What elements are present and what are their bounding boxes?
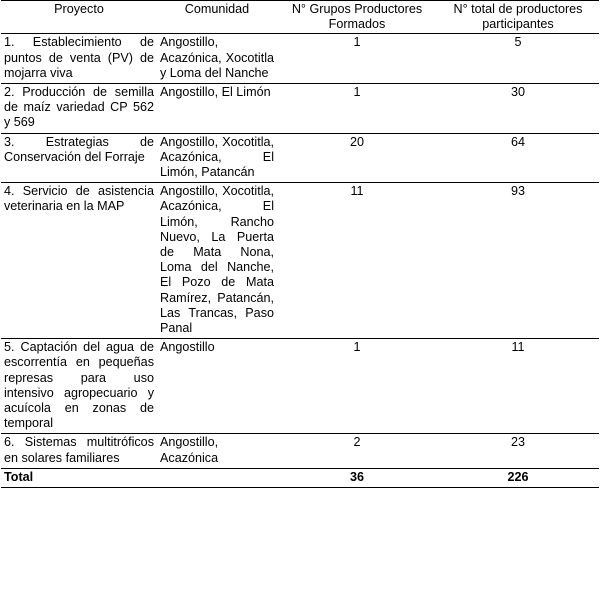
- cell-comunidad: Angostillo, Xocotitla, Acazónica, El Limón, Rancho Nuevo, La Puerta de Mata Nona, Loma del Nanche, El Pozo de Mata Ramírez, Patancán, Las Trancas, Paso Panal: [157, 183, 277, 339]
- header-row: [1, 1, 599, 34]
- cell-comunidad: Angostillo, Acazónica, Xocotitla y Loma del Nanche: [157, 34, 277, 84]
- cell-comunidad: Angostillo: [157, 339, 277, 434]
- cell-total: 64: [437, 133, 599, 183]
- header-comunidad: Comunidad: [157, 1, 277, 34]
- cell-total: 30: [437, 84, 599, 134]
- header-proyecto: Proyecto: [1, 1, 157, 34]
- table-row: [1, 339, 599, 434]
- total-grupos: 36: [277, 468, 437, 487]
- cell-total: 11: [437, 339, 599, 434]
- cell-total: 93: [437, 183, 599, 339]
- total-comunidad-empty: [157, 468, 277, 487]
- cell-total: 5: [437, 34, 599, 84]
- cell-proyecto: 2. Producción de semilla de maíz variedad CP 562 y 569: [1, 84, 157, 134]
- table-row: [1, 133, 599, 183]
- header-total: N° total de productores participantes: [437, 1, 599, 34]
- total-productores: 226: [437, 468, 599, 487]
- total-label: Total: [1, 468, 157, 487]
- table-row: [1, 434, 599, 468]
- cell-comunidad: Angostillo, Acazónica: [157, 434, 277, 468]
- cell-total: 23: [437, 434, 599, 468]
- projects-table: [1, 0, 599, 488]
- cell-proyecto: 5. Captación del agua de escorrentía en pequeñas represas para uso intensivo agropecuario y acuícola en zonas de temporal: [1, 339, 157, 434]
- cell-grupos: 1: [277, 339, 437, 434]
- cell-proyecto: 1. Establecimiento de puntos de venta (PV) de mojarra viva: [1, 34, 157, 84]
- table-row: [1, 84, 599, 134]
- table-row: [1, 183, 599, 339]
- cell-grupos: 1: [277, 84, 437, 134]
- cell-proyecto: 3. Estrategias de Conservación del Forraje: [1, 133, 157, 183]
- cell-grupos: 11: [277, 183, 437, 339]
- table-row: [1, 34, 599, 84]
- cell-grupos: 20: [277, 133, 437, 183]
- cell-grupos: 2: [277, 434, 437, 468]
- cell-proyecto: 4. Servicio de asistencia veterinaria en la MAP: [1, 183, 157, 339]
- cell-comunidad: Angostillo, El Limón: [157, 84, 277, 134]
- cell-comunidad: Angostillo, Xocotitla, Acazónica, El Limón, Patancán: [157, 133, 277, 183]
- total-row: [1, 468, 599, 487]
- cell-proyecto: 6. Sistemas multitróficos en solares familiares: [1, 434, 157, 468]
- cell-grupos: 1: [277, 34, 437, 84]
- header-grupos: N° Grupos Productores Formados: [277, 1, 437, 34]
